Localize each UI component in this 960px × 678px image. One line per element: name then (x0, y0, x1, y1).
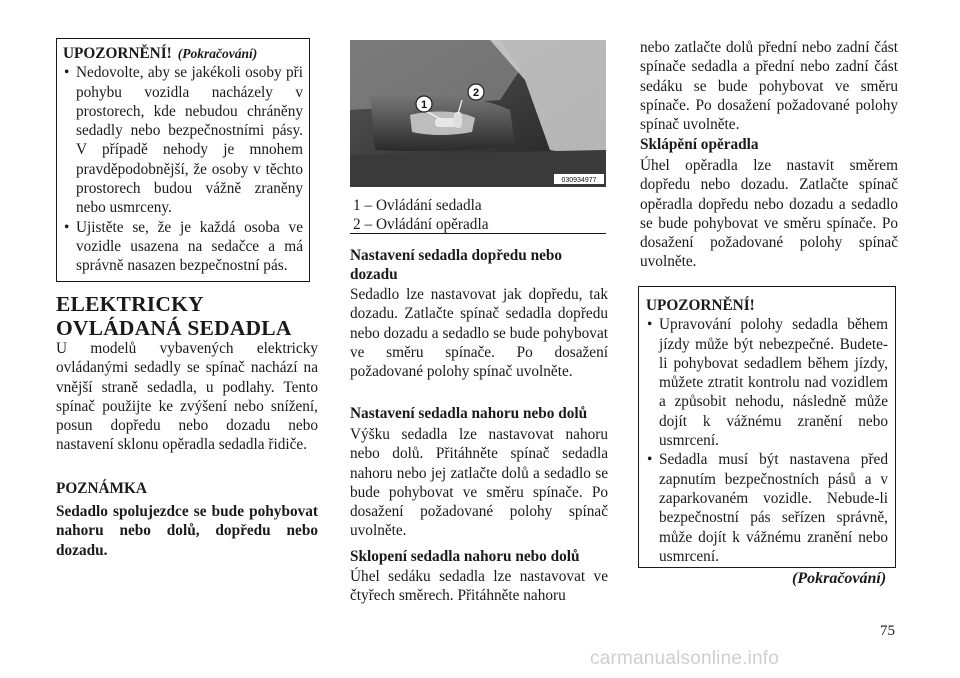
continuation-paragraph: nebo zatlačte dolů přední nebo zadní část spínače sedadla a přední nebo zadní část sedáku se bude pohybovat ve směru spínače. Po dosažení požadované polohy spínač uvolněte. (640, 39, 898, 134)
subsection-paragraph: Sedadlo lze nastavovat jak dopředu, tak dozadu. Zatlačte spínač sedadla dopředu nebo dozadu a sedadlo se bude pohybovat ve směru spínače. Po dosažení požadované polohy spínač uvolněte. (350, 286, 608, 381)
caption-line: 1 – Ovládání sedadla (353, 197, 482, 214)
subsection-title: Nastavení sedadla nahoru nebo dolů (350, 405, 588, 422)
photo-caption (353, 196, 489, 235)
warning-box-left (56, 38, 310, 282)
warning-item: • Ujistěte se, že je každá osoba ve vozidle usazena na sedačce a má správně nasazen bezpečnostní pás. (63, 218, 303, 276)
seat-illustration (350, 40, 606, 187)
subsection-paragraph: Úhel opěradla lze nastavit směrem dopředu nebo dozadu. Zatlačte spínač opěradla dopředu nebo dozadu a sedadlo se bude pohybovat ve směru spínače. Po dosažení požadované polohy spínač uvolněte. (640, 157, 898, 271)
subsection-title: Nastavení sedadla dopředu nebo dozadu (350, 247, 563, 284)
warning-item: • Upravování polohy sedadla během jízdy může být nebezpečné. Budete-li pohybovat sedadlem během jízdy, můžete ztratit kontrolu nad vozidlem a způsobit nehodu, následně může dojít k vážnému zranění nebo usmrcení. (646, 315, 888, 450)
subsection-paragraph: Úhel sedáku sedadla lze nastavovat ve čtyřech směrech. Přitáhněte nahoru (350, 568, 608, 605)
warning-list (646, 315, 888, 566)
subsection-title: Sklopení sedadla nahoru nebo dolů (350, 548, 580, 565)
subsection-title: Sklápění opěradla (640, 136, 759, 153)
caption-line: 2 – Ovládání opěradla (353, 216, 489, 234)
warning-title: UPOZORNĚNÍ! (Pokračování) (63, 45, 258, 62)
warning-item: • Sedadla musí být nastavena před zapnutím bezpečnostních pásů a v zaparkovaném vozidle. Nebude-li bezpečnostní pás seřízen správně, může dojít k vážnému zranění nebo usmrcení. (646, 450, 888, 566)
warning-title: UPOZORNĚNÍ! (646, 297, 755, 314)
section-heading: ELEKTRICKY OVLÁDANÁ SEDADLA (56, 292, 292, 340)
warning-continued-label: (Pokračování) (177, 46, 258, 61)
photo-code: 030934977 (561, 177, 597, 184)
note-paragraph: Sedadlo spolujezdce se bude pohybovat nahoru nebo dolů, dopředu nebo dozadu. (56, 503, 318, 559)
watermark: carmanualsonline.info (590, 648, 780, 669)
callout-2-number: 2 (472, 87, 480, 99)
continued-label: (Pokračování) (792, 570, 887, 587)
warning-item: • Nedovolte, aby se jakékoli osoby při pohybu vozidla nacházely v prostorech, kde nebudou chráněny sedadly nebo bezpečnostními pásy. V případě nehody je mnohem pravděpodobnější, že osoby v těchto prostorech budou vážně zraněny nebo usmrceny. (63, 63, 303, 217)
page-number: 75 (880, 623, 895, 639)
subsection-paragraph: Výšku sedadla lze nastavovat nahoru nebo dolů. Přitáhněte spínač sedadla nahoru nebo jej zatlačte dolů a sedadlo se bude pohybovat ve směru spínače. Po dosažení požadované polohy spínač uvolněte. (350, 426, 608, 540)
warning-list (63, 63, 303, 275)
divider (350, 233, 606, 234)
callout-1-number: 1 (420, 99, 428, 111)
note-title: POZNÁMKA (56, 480, 147, 497)
intro-paragraph: U modelů vybavených elektricky ovládanými sedadly se spínač nachází na vnější straně sedadla, u podlahy. Tento spínač použijte ke zvýšení nebo snížení, posun dopředu nebo dozadu nebo nastavení sklonu opěradla sedadla řidiče. (56, 340, 318, 454)
seat-controls-photo (350, 40, 606, 187)
warning-box-right (638, 286, 896, 568)
